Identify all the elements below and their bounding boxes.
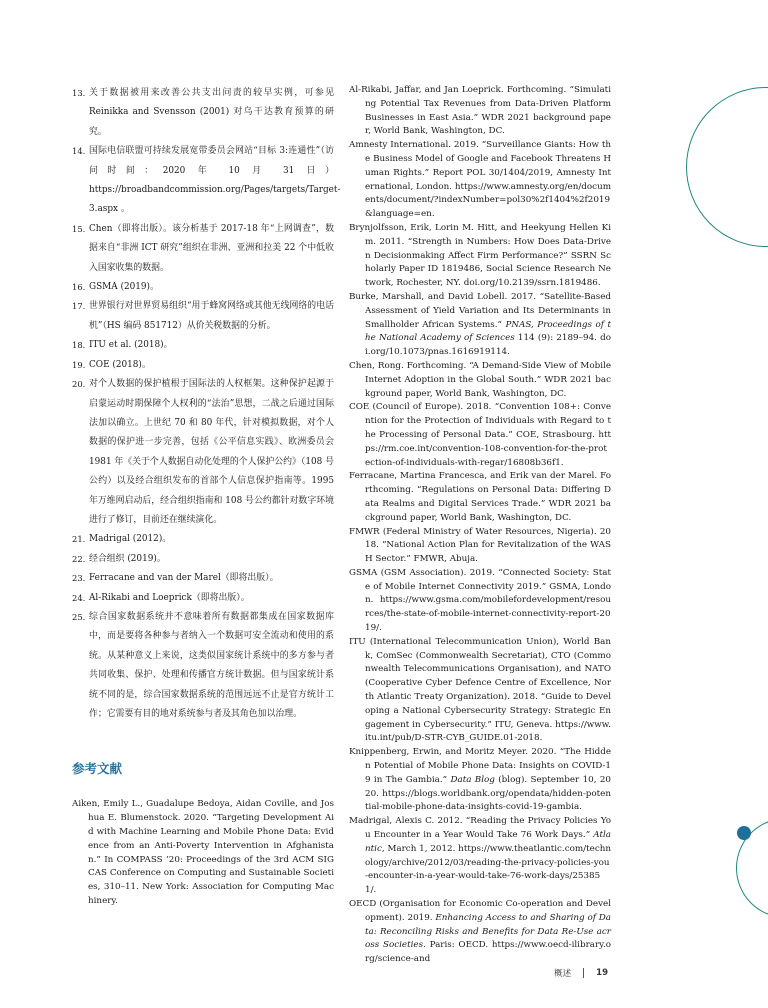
endnote xyxy=(72,375,334,530)
references-list-right xyxy=(349,84,611,967)
endnote-text: Al-Rikabi and Loeprick（即将出版）。 xyxy=(89,592,250,603)
references-list-left xyxy=(72,798,334,908)
endnote-number: 16. xyxy=(72,282,86,293)
page-footer xyxy=(554,967,608,979)
decorative-ring-top xyxy=(686,87,768,247)
reference-italic: Enhancing Access to and Sharing of Data: Reconciling Risks and Benefits for Data Re-Use across Societies. xyxy=(365,912,612,951)
endnote-number: 17. xyxy=(72,301,86,312)
reference-text: Brynjolfsson, Erik, Lorin M. Hitt, and Heekyung Hellen Kim. 2011. “Strength in Numbers: How Does Data-Driven Decisionmaking Affect Firm Performance?” SSRN Scholarly Paper ID 1819486, Social Science Research Network, Rochester, NY. doi.org/10.2139/ssrn.1819486. xyxy=(349,222,611,289)
reference-text: OECD (Organisation for Economic Co-operation and Development). 2019. xyxy=(349,899,611,923)
endnote xyxy=(72,356,334,375)
endnote-number: 21. xyxy=(72,534,86,545)
reference-entry xyxy=(349,360,611,401)
reference-entry xyxy=(72,798,334,908)
reference-text: COE (Council of Europe). 2018. “Convention 108+: Convention for the Protection of Individuals with Regard to the Processing of Personal Data.” COE, Strasbourg. https://rm.coe.int/convention-108-convention-for-the-protection-of-individuals-with-regar/16808b36f1. xyxy=(349,402,611,468)
reference-text: Chen, Rong. Forthcoming. “A Demand-Side View of Mobile Internet Adoption in the Global South.” WDR 2021 background paper, World Bank, Washington, DC. xyxy=(349,360,611,399)
reference-entry xyxy=(349,815,611,898)
reference-entry xyxy=(349,746,611,815)
endnote-text: COE (2018)。 xyxy=(89,359,151,370)
endnote xyxy=(72,142,341,220)
endnote-text: 综合国家数据系统并不意味着所有数据都集成在国家数据库中，而是要将各种参与者纳入一个数据可安全流动和使用的系统。从某种意义上来说，这类似国家统计系统中的多方参与者共同收集、保护、处理和传播官方统计数据。但与国家统计系统不同的是，综合国家数据系统的范围远远不止是官方统计工作；它需要有目的地对系统参与者及其角色加以治理。 xyxy=(89,611,334,719)
reference-italic: Atlantic xyxy=(365,830,611,854)
endnote-text: 关于数据被用来改善公共支出问责的较早实例，可参见 Reinikka and Svensson (2001) 对乌干达教育预算的研究。 xyxy=(89,88,334,137)
right-column xyxy=(349,84,611,967)
reference-text-tail: (blog). September 10, 2020. https://blogs.worldbank.org/opendata/hidden-potential-mobile-phone-data-insights-covid-19-gambia. xyxy=(365,774,611,813)
endnote xyxy=(72,220,334,278)
reference-italic: Data Blog xyxy=(450,774,495,785)
reference-entry xyxy=(349,567,611,636)
reference-text-tail: Paris: OECD. https://www.oecd-ilibrary.org/science-and xyxy=(365,940,611,965)
endnote-text: 国际电信联盟可持续发展宽带委员会网站“目标 3:连通性”（访问时间：2020 年 10 月 31 日）https://broadbandcommission.org/Pages/targets/Target-3.aspx 。 xyxy=(89,146,341,215)
endnote-number: 13. xyxy=(72,88,86,98)
reference-entry xyxy=(349,222,611,291)
endnote-number: 24. xyxy=(72,592,86,603)
endnote xyxy=(72,336,334,355)
endnote xyxy=(72,608,334,724)
endnote xyxy=(72,278,334,297)
reference-entry xyxy=(349,401,611,470)
endnote-number: 19. xyxy=(72,359,86,370)
endnote-number: 22. xyxy=(72,553,86,564)
endnote-number: 20. xyxy=(72,379,86,390)
reference-text: Ferracane, Martina Francesca, and Erik van der Marel. Forthcoming. “Regulations on Personal Data: Differing Data Realms and Digital Services Trade.” WDR 2021 background paper, World Bank, Washington, DC. xyxy=(349,471,611,523)
reference-text: Amnesty International. 2019. “Surveillance Giants: How the Business Model of Google and Facebook Threatens Human Rights.” Report POL 30/1404/2019, Amnesty International, London. https://www.amnesty.org/en/documents/document/?indexNumber=pol30%2f1404%2f2019&language=en. xyxy=(349,140,611,220)
page-number: 19 xyxy=(596,968,608,978)
endnote xyxy=(72,84,334,142)
endnote xyxy=(72,297,334,336)
endnote-text: GSMA (2019)。 xyxy=(89,282,159,293)
endnote-number: 23. xyxy=(72,573,86,584)
endnote-number: 18. xyxy=(72,340,86,351)
reference-entry xyxy=(349,139,611,222)
reference-entry xyxy=(349,636,611,746)
reference-text: FMWR (Federal Ministry of Water Resources, Nigeria). 2018. “National Action Plan for Revitalization of the WASH Sector.” FMWR, Abuja. xyxy=(349,526,611,565)
reference-text-tail: 114 (9): 2189–94. doi.org/10.1073/pnas.1616919114. xyxy=(365,333,611,358)
endnote-number: 15. xyxy=(72,223,86,234)
reference-text: GSMA (GSM Association). 2019. “Connected Society: State of Mobile Internet Connectivity 2019.” GSMA, London. https://www.gsma.com/mobilefordevelopment/resources/the-state-of-mobile-internet-connectivity-report-2019/. xyxy=(349,567,611,634)
endnote-text: 经合组织 (2019)。 xyxy=(89,553,166,564)
decorative-dot xyxy=(737,826,751,840)
endnote-number: 25. xyxy=(72,611,86,622)
footer-section-label: 概述 xyxy=(554,969,572,979)
reference-entry xyxy=(349,470,611,525)
endnote xyxy=(72,589,334,608)
reference-italic: PNAS, Proceedings of the National Academy of Sciences xyxy=(365,319,611,344)
left-column xyxy=(72,84,341,909)
endnote-text: ITU et al. (2018)。 xyxy=(89,340,173,351)
reference-text: Al-Rikabi, Jaffar, and Jan Loeprick. Forthcoming. “Simulating Potential Tax Revenues from Data-Driven Platform Businesses in East Asia.” WDR 2021 background paper, World Bank, Washington, DC. xyxy=(349,85,611,137)
endnote-number: 14. xyxy=(72,146,86,157)
endnote xyxy=(72,530,334,549)
reference-text: Aiken, Emily L., Guadalupe Bedoya, Aidan Coville, and Joshua E. Blumenstock. 2020. “Targeting Development Aid with Machine Learning and Mobile Phone Data: Evidence from an Anti-Poverty Intervention in Afghanistan.” In COMPASS ’20: Proceedings of the 3rd ACM SIGCAS Conference on Computing and Sustainable Societies, 310–11. New York: Association for Computing Machinery. xyxy=(72,799,334,906)
reference-entry xyxy=(349,526,611,567)
reference-text: Burke, Marshall, and David Lobell. 2017. “Satellite-Based Assessment of Yield Variation and Its Determinants in Smallholder African Systems.” xyxy=(349,291,611,330)
endnote-text: Ferracane and van der Marel（即将出版）。 xyxy=(89,573,279,584)
reference-text: Knippenberg, Erwin, and Moritz Meyer. 2020. “The Hidden Potential of Mobile Phone Data: Insights on COVID-19 in The Gambia.” xyxy=(349,747,611,785)
references-heading: 参考文献 xyxy=(72,761,123,777)
footer-divider xyxy=(583,968,584,978)
reference-entry xyxy=(349,291,611,360)
endnote-text: Madrigal (2012)。 xyxy=(89,534,172,545)
reference-text: ITU (International Telecommunication Union), World Bank, ComSec (Commonwealth Secretariat), CTO (Commonwealth Telecommunications Organisation), and NATO (Cooperative Cyber Defence Centre of Excellence, North Atlantic Treaty Organization). 2018. “Guide to Developing a National Cybersecurity Strategy: Strategic Engagement in Cybersecurity.” ITU, Geneva. https://www.itu.int/pub/D-STR-CYB_GUIDE.01-2018. xyxy=(349,636,611,744)
endnote xyxy=(72,569,334,588)
endnote-text: 世界银行对世界贸易组织“用于蜂窝网络或其他无线网络的电话机”（HS 编码 851712）从价关税数据的分析。 xyxy=(89,301,334,331)
reference-text-tail: , March 1, 2012. https://www.theatlantic.com/technology/archive/2012/03/reading-the-privacy-policies-you-encounter-in-a-year-would-take-76-work-days/253851/. xyxy=(365,843,611,896)
endnote-text: Chen（即将出版）。该分析基于 2017-18 年“上网调查”，数据来自“非洲 ICT 研究”组织在非洲、亚洲和拉美 22 个中低收入国家收集的数据。 xyxy=(89,223,334,273)
reference-entry xyxy=(349,84,611,139)
reference-text: Madrigal, Alexis C. 2012. “Reading the Privacy Policies You Encounter in a Year Would Take 76 Work Days.” xyxy=(349,816,611,841)
reference-entry xyxy=(349,898,611,967)
endnote-text: 对个人数据的保护植根于国际法的人权框架。这种保护起源于启蒙运动时期保障个人权利的“法治”思想，二战之后通过国际法加以确立。上世纪 70 和 80 年代，针对模拟数据，对个人数据的保护进一步完善，包括《公平信息实践》、欧洲委员会 1981 年《关于个人数据自动化处理的个人保护公约》（108 号公约）以及经合组织发布的首部个人信息保护指南等。1995 年万维网启动后，经合组织指南和 108 号公约都针对数字环境进行了修订，目前还在继续演化。 xyxy=(89,379,334,525)
endnote xyxy=(72,550,334,569)
endnotes-list xyxy=(72,84,341,724)
